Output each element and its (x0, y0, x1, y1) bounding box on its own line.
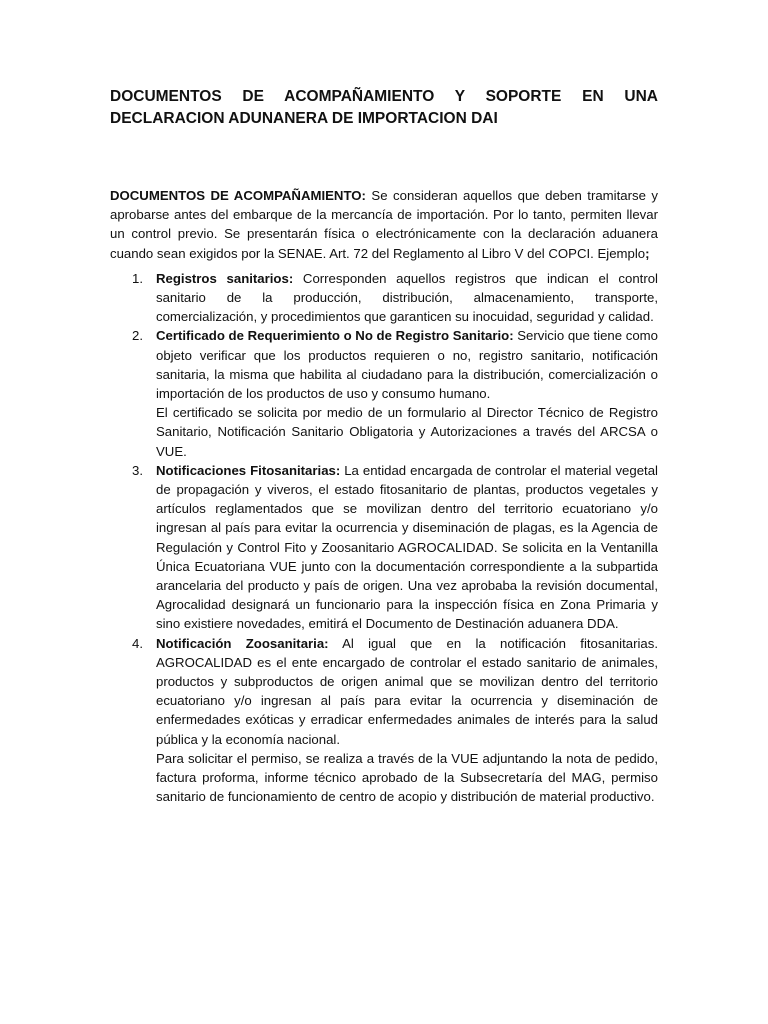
intro-text: Se consideran aquellos que deben tramitarse y aprobarse antes del embarque de la mercancía de importación. Por lo tanto, permiten llevar un control previo. Se presentarán física o electrónicamente con la declaración aduanera cuando sean exigidos por la SENAE. Art. 72 del Reglamento al Libro V del COPCI. Ejemplo (110, 188, 658, 261)
document-title (110, 86, 658, 130)
list-item-text: La entidad encargada de controlar el material vegetal de propagación y viveros, el estado fitosanitario de plantas, productos vegetales y artículos reglamentados que se movilizan dentro del territorio ecuatoriano y/o ingresan al país para evitar la ocurrencia y diseminación de plagas, es la Agencia de Regulación y Control Fito y Zoosanitario AGROCALIDAD. Se solicita en la Ventanilla Única Ecuatoriana VUE junto con la documentación correspondiente a la subpartida arancelaria del producto y país de origen. Una vez aprobaba la revisión documental, Agrocalidad designará un funcionario para la inspección física en Zona Primaria y sino existiere novedades, emitirá el Documento de Destinación aduanera DDA. (156, 462, 658, 632)
intro-paragraph (110, 186, 658, 263)
list-item-number: 1. (132, 270, 143, 286)
document-title-line-1: DOCUMENTOS DE ACOMPAÑAMIENTO Y SOPORTE EN UNA (110, 88, 658, 105)
document-page (110, 86, 658, 807)
list-item-label: Notificaciones Fitosanitarias: (156, 462, 341, 478)
list-item-notificacion-zoosanitaria (110, 634, 658, 807)
list-item-number: 2. (132, 328, 143, 344)
list-item-certificado-requerimiento (110, 326, 658, 460)
list-item-label: Registros sanitarios: (156, 270, 294, 286)
intro-label: DOCUMENTOS DE ACOMPAÑAMIENTO: (110, 188, 366, 203)
list-item-label: Notificación Zoosanitaria: (156, 635, 329, 651)
document-title-line-2: DECLARACION ADUNANERA DE IMPORTACION DAI (110, 110, 498, 127)
list-item-body (156, 461, 658, 634)
list-item-label: Certificado de Requerimiento o No de Registro Sanitario: (156, 328, 514, 344)
list-item-number: 3. (132, 462, 143, 478)
list-item-body (156, 269, 658, 327)
list-item-text: Corresponden aquellos registros que indican el control sanitario de la producción, distribución, almacenamiento, transporte, comercialización, y procedimientos que garanticen su inocuidad, seguridad y calidad. (156, 270, 658, 325)
list-item-body (156, 326, 658, 403)
list-item-text: Servicio que tiene como objeto verificar que los productos requieren o no, registro sanitario, notificación sanitaria, la misma que habilita al ciudadano para la distribución, comercialización o importación de los productos de uso y consumo humano. (156, 328, 659, 402)
intro-end: ; (645, 245, 650, 261)
list-item-text: Al igual que en la notificación fitosanitarias. AGROCALIDAD es el ente encargado de controlar el estado sanitario de animales, productos y subproductos de origen animal que se movilizan dentro del territorio ecuatoriano y/o ingresan al país para evitar la ocurrencia y diseminación de enfermedades exóticas y erradicar enfermedades animales de interés para la salud pública y la economía nacional. (156, 635, 658, 747)
list-item-number: 4. (132, 635, 143, 651)
documents-list (110, 269, 658, 807)
list-item-registros-sanitarios (110, 269, 658, 327)
list-item-extra-paragraph: El certificado se solicita por medio de un formulario al Director Técnico de Registro Sanitario, Notificación Sanitario Obligatoria y Autorizaciones a través del ARCSA o VUE. (156, 405, 658, 459)
list-item-body (156, 634, 658, 749)
list-item-notificaciones-fitosanitarias (110, 461, 658, 634)
list-item-extra-paragraph: Para solicitar el permiso, se realiza a través de la VUE adjuntando la nota de pedido, factura proforma, informe técnico aprobado de la Subsecretaría del MAG, permiso sanitario de funcionamiento de centro de acopio y distribución de material productivo. (156, 750, 658, 805)
